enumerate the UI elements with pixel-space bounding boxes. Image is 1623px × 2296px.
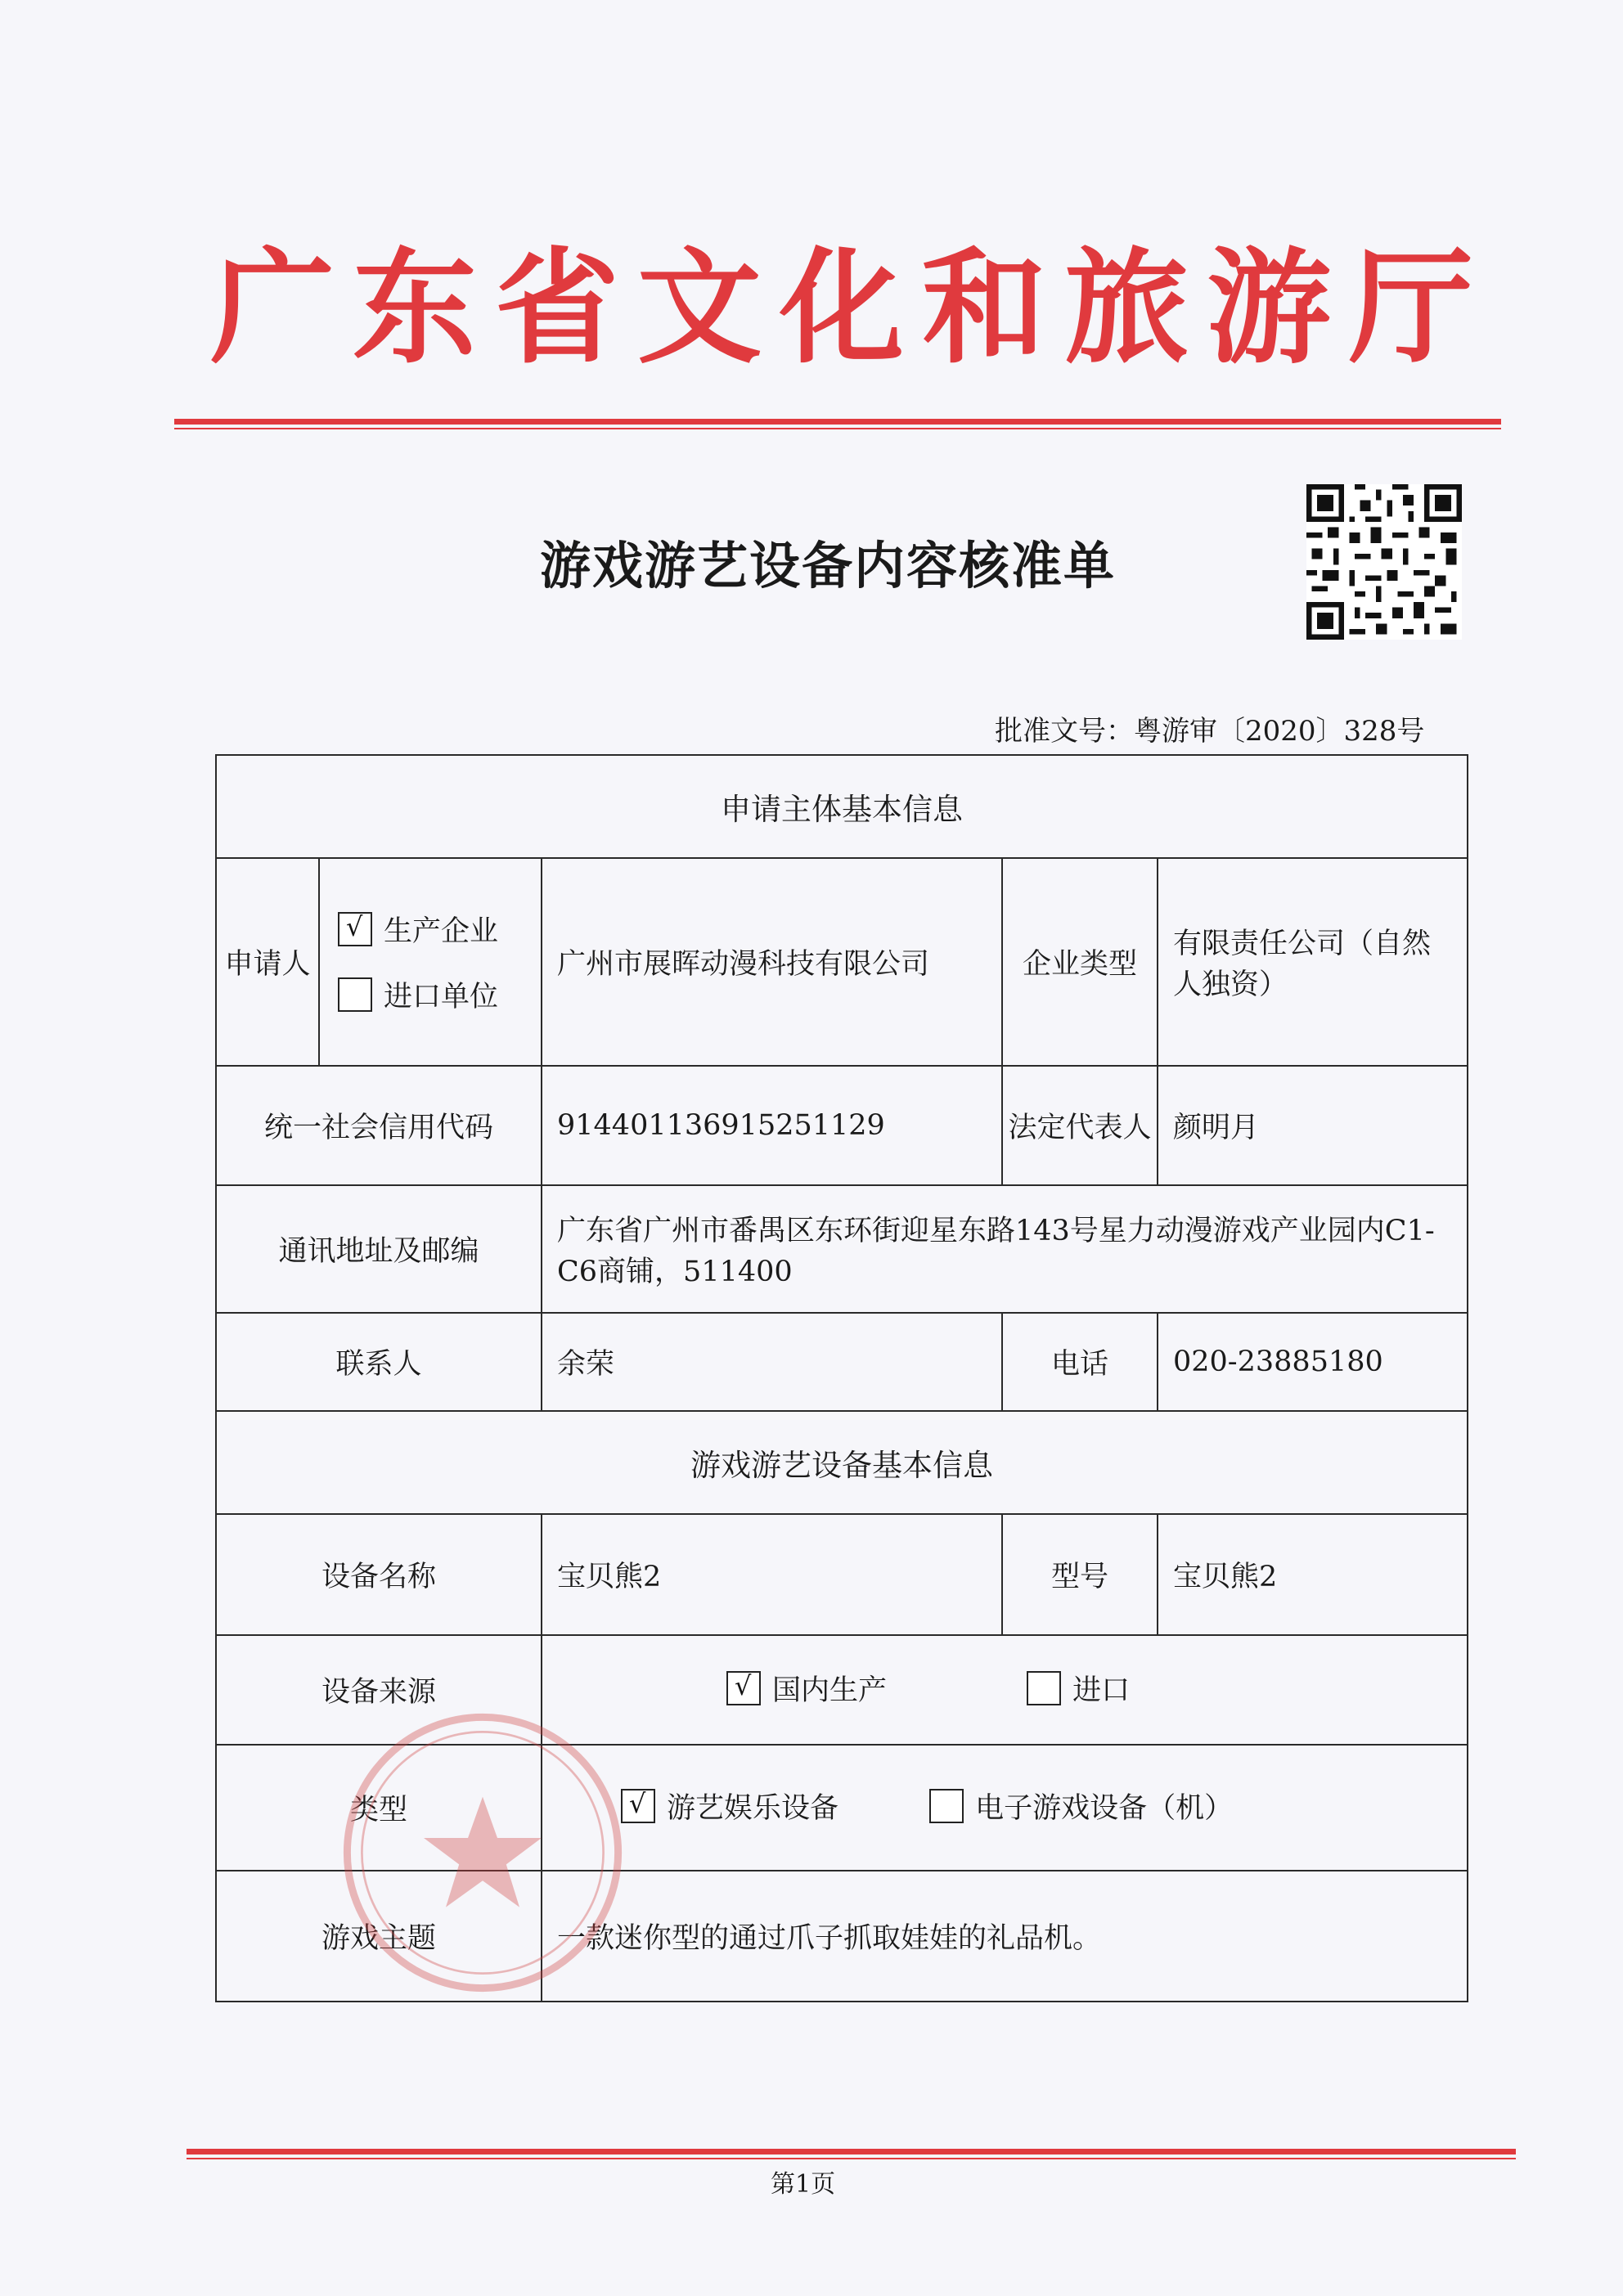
- address-label: 通讯地址及邮编: [216, 1185, 542, 1313]
- issuing-authority-heading: 广东省文化和旅游厅: [210, 234, 1491, 380]
- approval-number: 批准文号：粤游审〔2020〕328号: [995, 715, 1425, 748]
- enterprise-type-value: 有限责任公司（自然人独资）: [1158, 858, 1468, 1066]
- credit-code-label: 统一社会信用代码: [216, 1066, 542, 1185]
- footer-red-rule: [187, 2149, 1516, 2154]
- contact-label: 联系人: [216, 1313, 542, 1411]
- option-amusement-equipment-label: 游艺娱乐设备: [667, 1791, 839, 1825]
- option-imported[interactable]: [1027, 1668, 1130, 1709]
- device-source-options: [542, 1635, 1468, 1745]
- applicant-section-heading: 申请主体基本信息: [216, 755, 1468, 858]
- applicant-type-cell: [319, 858, 542, 1066]
- model-value: 宝贝熊2: [1158, 1514, 1468, 1635]
- credit-code-value: 914401136915251129: [542, 1066, 1002, 1185]
- company-name: 广州市展晖动漫科技有限公司: [542, 858, 1002, 1066]
- game-theme-label: 游戏主题: [216, 1871, 542, 2002]
- address-value: 广东省广州市番禺区东环街迎星东路143号星力动漫游戏产业园内C1-C6商铺，511400: [542, 1185, 1468, 1313]
- page-number: 第1页: [771, 2170, 836, 2199]
- approval-form-table: [215, 754, 1468, 2002]
- device-type-label: 类型: [216, 1745, 542, 1871]
- option-domestic-label: 国内生产: [772, 1674, 888, 1707]
- option-imported-label: 进口: [1072, 1674, 1131, 1707]
- legal-rep-value: 颜明月: [1158, 1066, 1468, 1185]
- contact-value: 余荣: [542, 1313, 1002, 1411]
- device-name-value: 宝贝熊2: [542, 1514, 1002, 1635]
- checkbox-checked-icon[interactable]: [726, 1671, 761, 1705]
- option-domestic[interactable]: [726, 1668, 887, 1709]
- option-importer[interactable]: [338, 974, 526, 1015]
- model-label: 型号: [1002, 1514, 1158, 1635]
- enterprise-type-label: 企业类型: [1002, 858, 1158, 1066]
- option-importer-label: 进口单位: [384, 981, 499, 1013]
- legal-rep-label: 法定代表人: [1002, 1066, 1158, 1185]
- qr-code-icon: [1306, 484, 1462, 640]
- device-name-label: 设备名称: [216, 1514, 542, 1635]
- option-electronic-game-equipment[interactable]: [929, 1786, 1233, 1826]
- header-red-rule-thin: [174, 428, 1501, 429]
- phone-value: 020-23885180: [1158, 1313, 1468, 1411]
- device-type-options: [542, 1745, 1468, 1871]
- checkbox-empty-icon[interactable]: [338, 977, 372, 1012]
- device-source-label: 设备来源: [216, 1635, 542, 1745]
- option-amusement-equipment[interactable]: [621, 1786, 838, 1826]
- checkbox-checked-icon[interactable]: [621, 1789, 655, 1823]
- applicant-label: 申请人: [216, 858, 319, 1066]
- checkbox-empty-icon[interactable]: [1027, 1671, 1061, 1705]
- header-red-rule: [174, 419, 1501, 425]
- option-manufacturer[interactable]: [338, 909, 526, 950]
- game-theme-value: 一款迷你型的通过爪子抓取娃娃的礼品机。: [542, 1871, 1468, 2002]
- footer-red-rule-thin: [187, 2158, 1516, 2159]
- checkbox-empty-icon[interactable]: [929, 1789, 964, 1823]
- phone-label: 电话: [1002, 1313, 1158, 1411]
- document-title: 游戏游艺设备内容核准单: [540, 536, 1117, 595]
- checkbox-checked-icon[interactable]: [338, 912, 372, 946]
- device-section-heading: 游戏游艺设备基本信息: [216, 1411, 1468, 1514]
- option-electronic-game-equipment-label: 电子游戏设备（机）: [975, 1791, 1234, 1825]
- option-manufacturer-label: 生产企业: [384, 915, 499, 948]
